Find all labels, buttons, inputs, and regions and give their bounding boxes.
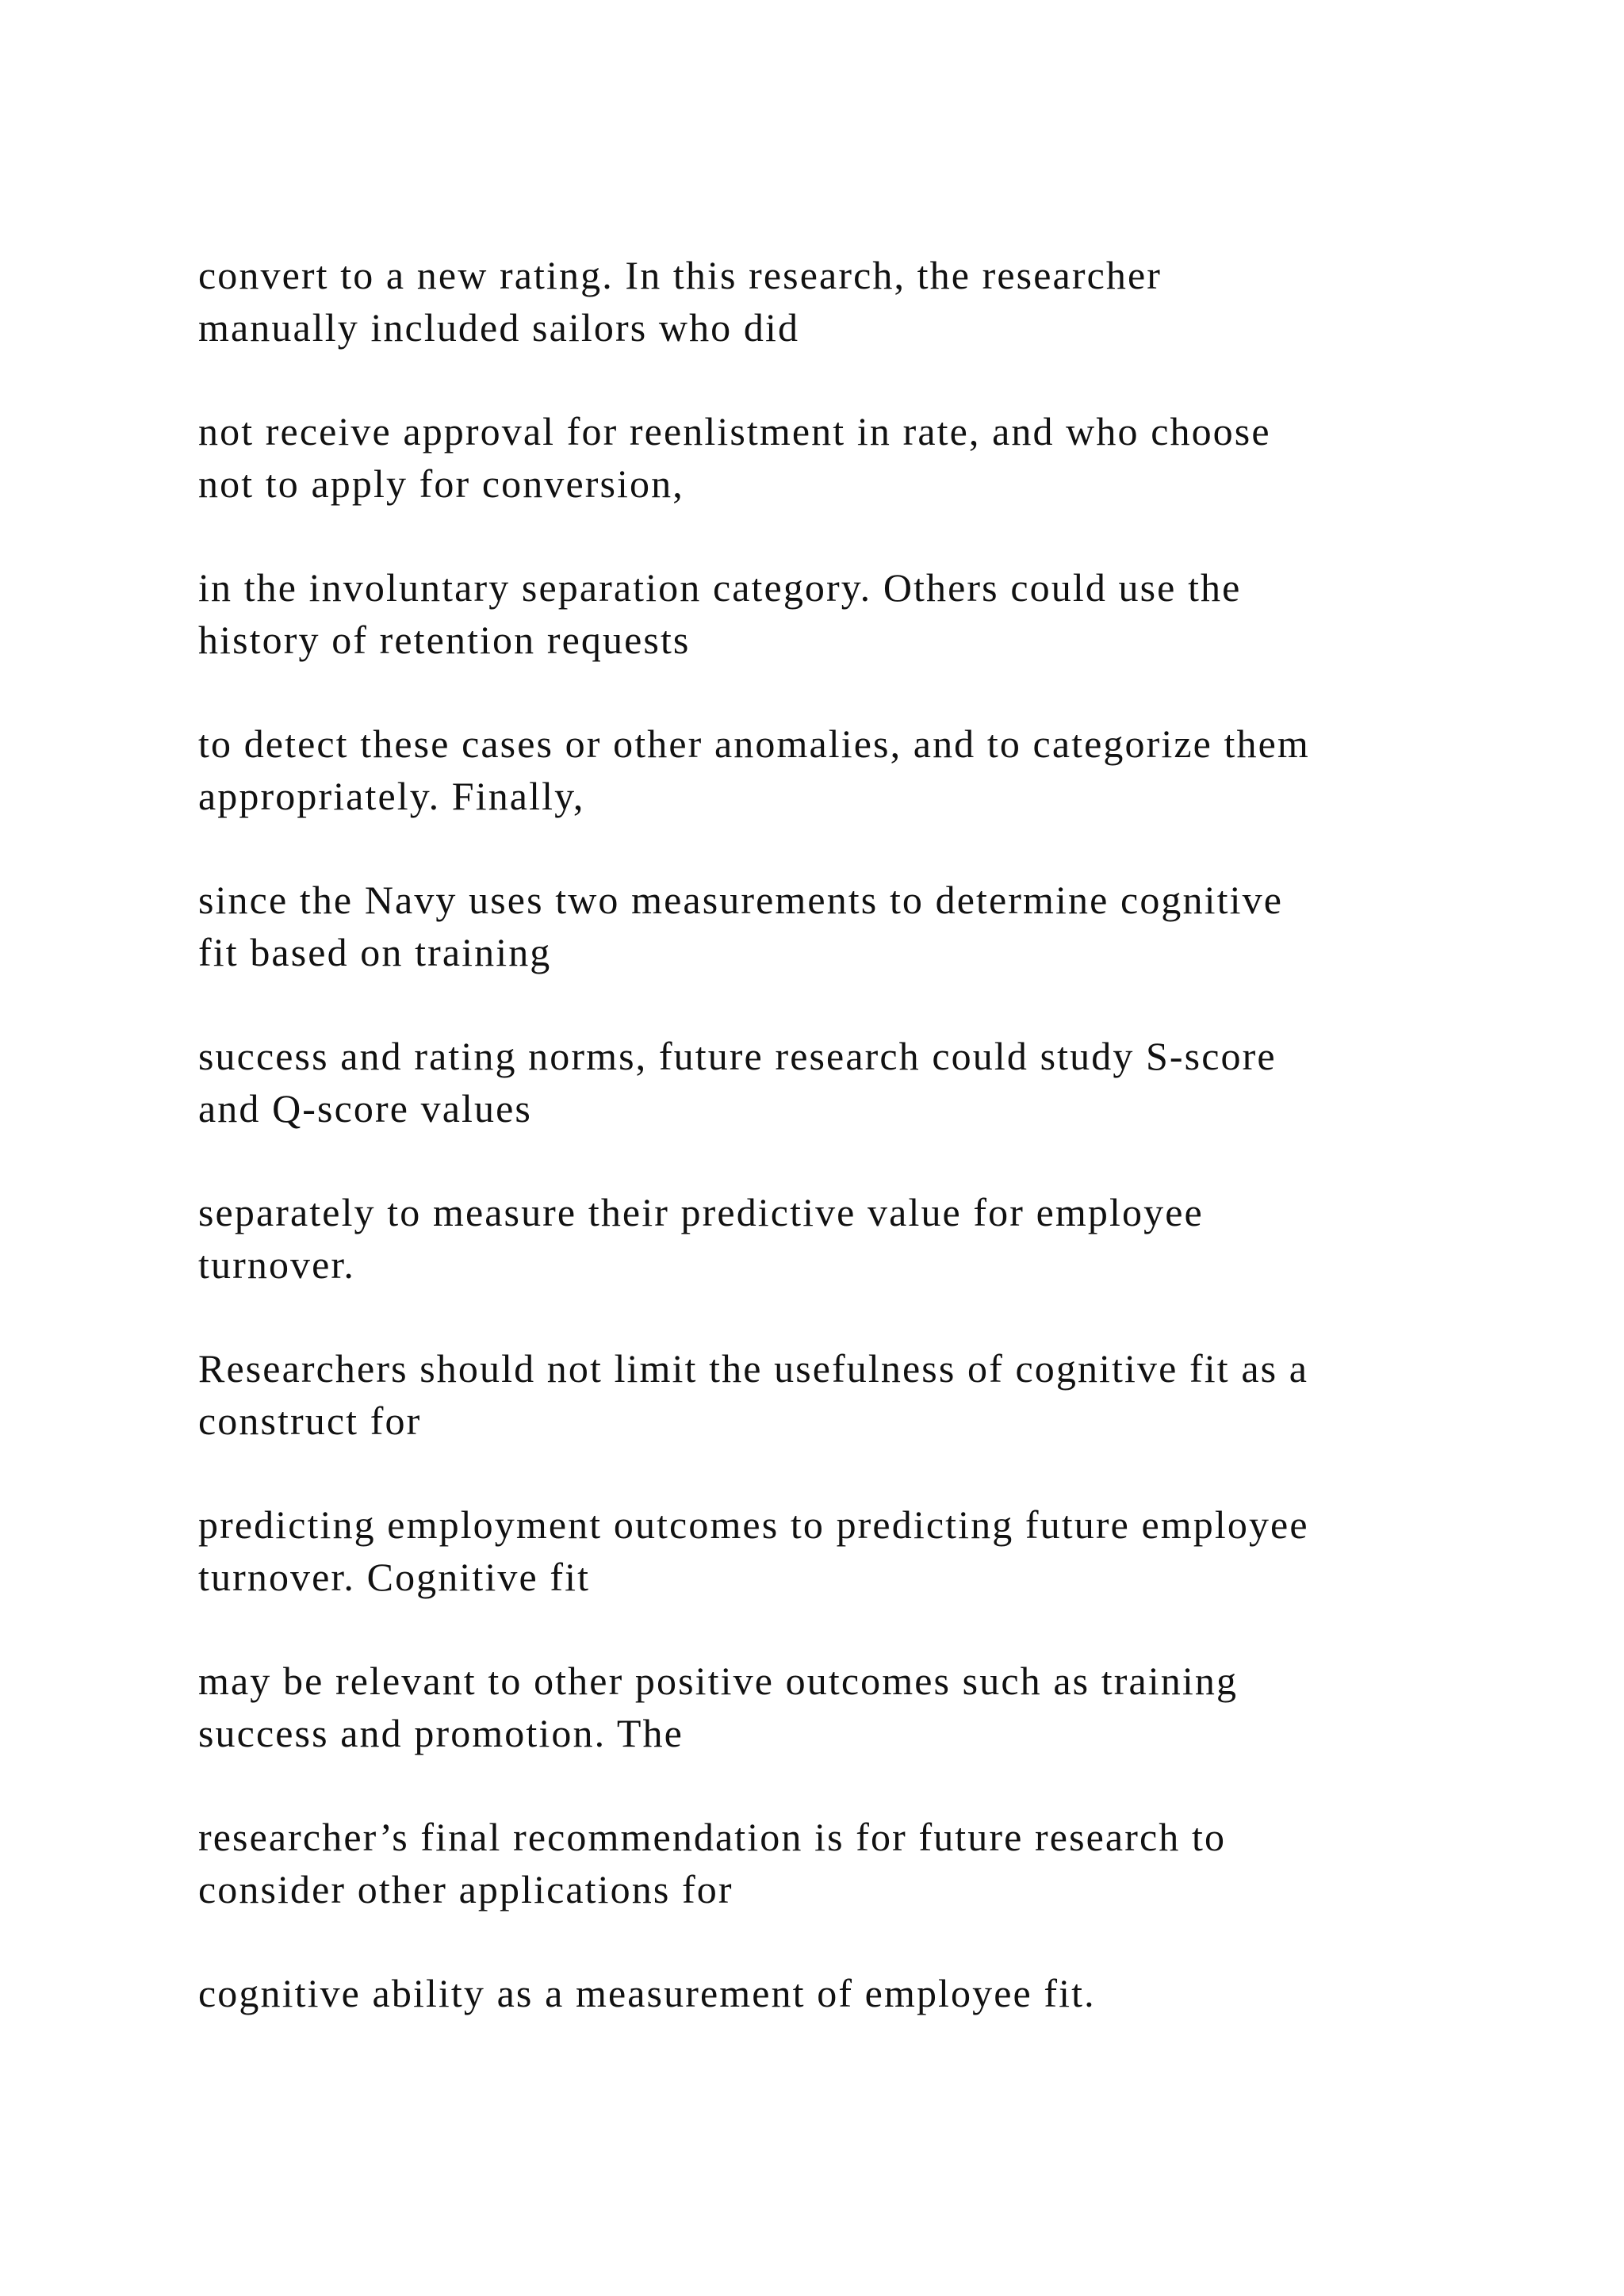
text-line: convert to a new rating. In this research, the researcher — [198, 253, 1162, 297]
text-line: success and rating norms, future research could study S-score — [198, 1034, 1277, 1078]
text-line: fit based on training — [198, 930, 552, 974]
paragraph — [198, 1342, 1443, 1447]
text-line: consider other applications for — [198, 1867, 733, 1911]
text-line: turnover. Cognitive fit — [198, 1555, 591, 1599]
text-line: cognitive ability as a measurement of employee fit. — [198, 1971, 1096, 2015]
paragraph — [198, 1498, 1443, 1603]
text-line: and Q-score values — [198, 1086, 532, 1131]
text-line: construct for — [198, 1399, 422, 1443]
text-line: appropriately. Finally, — [198, 774, 585, 818]
paragraph — [198, 1811, 1443, 1915]
text-line: history of retention requests — [198, 618, 691, 662]
text-line: researcher’s final recommendation is for future research to — [198, 1815, 1227, 1859]
paragraph — [198, 1967, 1443, 2019]
paragraph — [198, 249, 1443, 354]
text-line: to detect these cases or other anomalies, and to categorize them — [198, 721, 1310, 766]
paragraph — [198, 1030, 1443, 1135]
text-line: since the Navy uses two measurements to determine cognitive — [198, 878, 1283, 922]
paragraph — [198, 718, 1443, 822]
paragraph — [198, 561, 1443, 666]
text-line: manually included sailors who did — [198, 305, 800, 350]
text-line: not receive approval for reenlistment in rate, and who choose — [198, 409, 1271, 453]
text-line: may be relevant to other positive outcomes such as training — [198, 1659, 1239, 1703]
paragraph — [198, 405, 1443, 510]
text-line: separately to measure their predictive value for employee — [198, 1190, 1204, 1234]
paragraph — [198, 1655, 1443, 1759]
text-line: turnover. — [198, 1242, 356, 1287]
text-line: not to apply for conversion, — [198, 461, 684, 506]
document-body — [198, 249, 1443, 2071]
paragraph — [198, 874, 1443, 978]
text-line: success and promotion. The — [198, 1711, 684, 1755]
text-line: in the involuntary separation category. Others could use the — [198, 565, 1242, 610]
paragraph — [198, 1186, 1443, 1291]
text-line: Researchers should not limit the usefulness of cognitive fit as a — [198, 1346, 1309, 1391]
text-line: predicting employment outcomes to predicting future employee — [198, 1502, 1309, 1547]
